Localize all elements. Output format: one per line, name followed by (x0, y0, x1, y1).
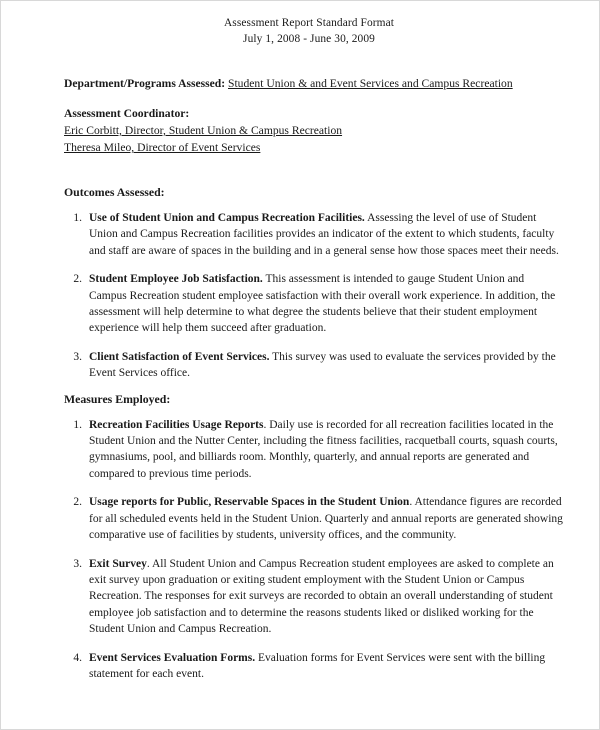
coordinator-label-text: Assessment Coordinator: (64, 107, 190, 120)
spacer (64, 382, 564, 391)
document-title-block (54, 15, 564, 47)
list-item-heading-suffix: . (263, 418, 267, 431)
outcomes-list (64, 210, 564, 382)
coordinator-name-1 (64, 122, 564, 139)
list-item-number: 1. (73, 418, 82, 431)
page-title: Assessment Report Standard Format (223, 17, 395, 29)
report-date-range: July 1, 2008 - June 30, 2009 (243, 33, 375, 45)
coordinator-name-2 (64, 139, 564, 156)
list-item-heading-suffix: . (409, 496, 413, 509)
spacer (64, 92, 564, 105)
list-item-number: 4. (73, 651, 82, 664)
list-item-body: Assessing the level of use of Student Union and Campus Recreation facilities provides an indicator of the extent to which students, faculty and staff are aware of spaces in the building and in a general sense how those spaces meet their needs. (89, 212, 559, 257)
list-item-body: All Student Union and Campus Recreation student employees are asked to complete an exit survey upon graduation or exiting student employment with the Student Union or Campus Recreation. The responses for exit surveys are recorded to obtain an overall understanding of student employee job satisfaction and to determine the reasons students liked or disliked working for the Student Union and Campus Recreation. (89, 557, 554, 636)
list-item (64, 650, 564, 683)
list-item-heading: Recreation Facilities Usage Reports (89, 418, 264, 431)
list-item-heading: Student Employee Job Satisfaction. (89, 273, 263, 286)
list-item (64, 349, 564, 382)
list-item-heading-suffix: . (146, 557, 150, 570)
spacer (64, 47, 564, 75)
department-label: Department/Programs Assessed: (64, 77, 226, 90)
list-item-body: Daily use is recorded for all recreation facilities located in the Student Union and the Nutter Center, including the fitness facilities, racquetball courts, squash courts, gymnasiums, pool, and billiards room. Monthly, quarterly, and annual reports are generated and compared to previous time periods. (89, 418, 558, 480)
list-item (64, 494, 564, 543)
spacer (64, 156, 564, 184)
spacer (64, 408, 564, 417)
list-item-number: 2. (73, 496, 82, 509)
spacer (64, 201, 564, 210)
list-item-heading: Use of Student Union and Campus Recreation Facilities. (89, 212, 365, 224)
list-item-number: 3. (73, 350, 82, 363)
department-value: Student Union & and Event Services and Campus Recreation (228, 77, 513, 90)
coordinator-name-2-text: Theresa Mileo, Director of Event Services (64, 141, 261, 154)
list-item-body: This survey was used to evaluate the services provided by the Event Services office. (89, 350, 556, 380)
list-item-body: This assessment is intended to gauge Student Union and Campus Recreation student employee satisfaction with their overall work experience. In addition, the assessment will help determine to what degree the students believe that their student employment experience will help them succeed after graduation. (89, 273, 556, 335)
list-item (64, 417, 564, 483)
coordinator-name-1-text: Eric Corbitt, Director, Student Union & Campus Recreation (64, 124, 343, 137)
measures-heading: Measures Employed: (64, 391, 171, 406)
list-item-heading: Exit Survey (89, 557, 147, 570)
list-item-number: 2. (73, 273, 82, 286)
measures-list (64, 417, 564, 683)
coordinator-label (64, 105, 564, 122)
list-item-heading: Client Satisfaction of Event Services. (89, 350, 270, 363)
list-item-body: Attendance figures are recorded for all scheduled events held in the Student Union. Quarterly and annual reports are generated showing comparative use of facilities by students, university offices, and the community. (89, 496, 563, 542)
department-field (64, 75, 564, 92)
list-item-number: 3. (73, 557, 82, 570)
list-item-number: 1. (73, 212, 82, 224)
outcomes-heading: Outcomes Assessed: (64, 185, 165, 199)
list-item (64, 210, 564, 259)
list-item (64, 271, 564, 337)
list-item-body: Evaluation forms for Event Services were sent with the billing statement for each event. (89, 651, 546, 680)
list-item (64, 556, 564, 638)
list-item-heading: Event Services Evaluation Forms. (89, 651, 256, 664)
list-item-heading: Usage reports for Public, Reservable Spaces in the Student Union (89, 496, 410, 509)
